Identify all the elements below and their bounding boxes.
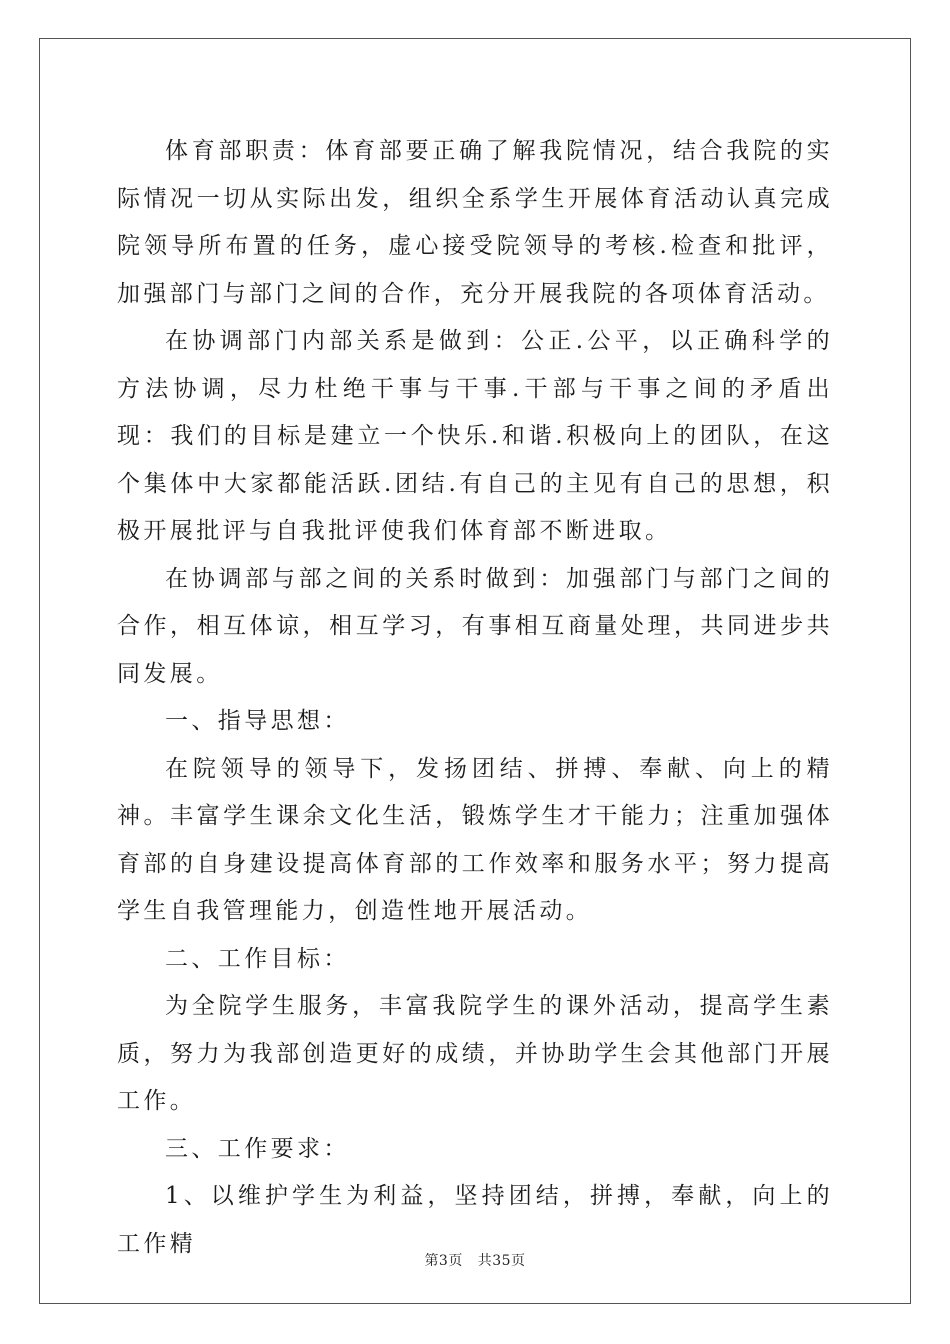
paragraph-inter-department: 在协调部与部之间的关系时做到：加强部门与部门之间的合作，相互体谅，相互学习，有事相互商量处理，共同进步共同发展。 <box>117 565 833 687</box>
heading-work-goals: 二、工作目标： <box>165 945 350 972</box>
paragraph-duties: 体育部职责：体育部要正确了解我院情况，结合我院的实际情况一切从实际出发，组织全系学生开展体育活动认真完成院领导所布置的任务，虚心接受院领导的考核.检查和批评，加强部门与部门之间的合作，充分开展我院的各项体育活动。 <box>117 138 833 307</box>
page-total: 共35页 <box>477 1253 526 1269</box>
page-footer <box>0 1250 950 1270</box>
heading-guiding-thought: 一、指导思想： <box>165 708 350 734</box>
paragraph-work-goals: 为全院学生服务，丰富我院学生的课外活动，提高学生素质，努力为我部创造更好的成绩，并协助学生会其他部门开展工作。 <box>117 993 833 1114</box>
heading-work-requirements: 三、工作要求： <box>165 1135 350 1162</box>
paragraph-internal-relations: 在协调部门内部关系是做到：公正.公平，以正确科学的方法协调，尽力杜绝干事与干事.干部与干事之间的矛盾出现：我们的目标是建立一个快乐.和谐.积极向上的团队，在这个集体中大家都能活跃.团结.有自己的主见有自己的思想，积极开展批评与自我批评使我们体育部不断进取。 <box>117 328 833 544</box>
paragraph-guiding-thought: 在院领导的领导下，发扬团结、拼搏、奉献、向上的精神。丰富学生课余文化生活，锻炼学生才干能力；注重加强体育部的自身建设提高体育部的工作效率和服务水平；努力提高学生自我管理能力，创造性地开展活动。 <box>117 755 833 924</box>
paragraph-requirement-1: 1、以维护学生为利益，坚持团结，拼搏，奉献，向上的工作精 <box>117 1183 833 1257</box>
page-number: 第3页 <box>424 1253 463 1269</box>
document-body <box>117 128 833 1268</box>
